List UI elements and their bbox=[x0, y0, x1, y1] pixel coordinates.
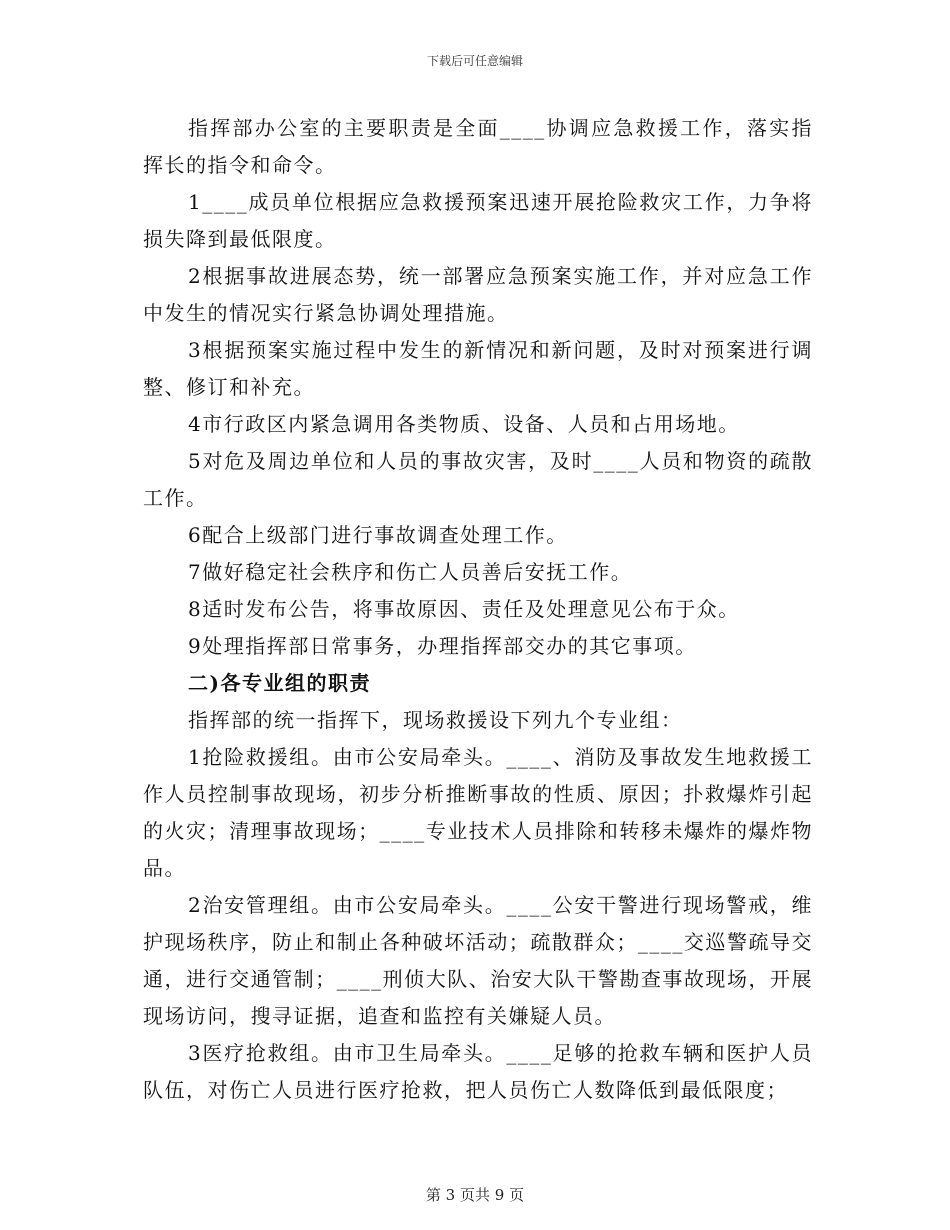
paragraph-item-6: 6配合上级部门进行事故调查处理工作。 bbox=[188, 523, 568, 547]
paragraph-item-7: 7做好稳定社会秩序和伤亡人员善后安抚工作。 bbox=[188, 560, 633, 584]
paragraph-security-group: 2治安管理组。由市公安局牵头。____公安干警进行现场警戒，维护现场秩序，防止和制止各种破坏活动；疏散群众；____交巡警疏导交通，进行交通管制；____刑侦大队、治安大队干警勘查事故现场，开展现场访问，搜寻证据，追查和监控有关嫌疑人员。 bbox=[143, 893, 813, 1028]
page-footer: 第 3 页共 9 页 bbox=[425, 1186, 525, 1204]
paragraph-rescue-group: 1抢险救援组。由市公安局牵头。____、消防及事故发生地救援工作人员控制事故现场，初步分析推断事故的性质、原因；扑救爆炸引起的火灾；清理事故现场；____专业技术人员排除和转移未爆炸的爆炸物品。 bbox=[143, 745, 813, 880]
paragraph-item-4: 4市行政区内紧急调用各类物质、设备、人员和占用场地。 bbox=[188, 412, 740, 436]
paragraph-item-8: 8适时发布公告，将事故原因、责任及处理意见公布于众。 bbox=[188, 597, 740, 621]
paragraph-item-3: 3根据预案实施过程中发生的新情况和新问题，及时对预案进行调整、修订和补充。 bbox=[143, 338, 813, 399]
section-heading: 二)各专业组的职责 bbox=[188, 671, 371, 695]
paragraph-item-2: 2根据事故进展态势，统一部署应急预案实施工作，并对应急工作中发生的情况实行紧急协调处理措施。 bbox=[143, 264, 813, 325]
paragraph-office-duties: 指挥部办公室的主要职责是全面____协调应急救援工作，落实指挥长的指令和命令。 bbox=[143, 116, 813, 177]
paragraph-section-intro: 指挥部的统一指挥下，现场救援设下列九个专业组： bbox=[188, 708, 683, 732]
page-header: 下载后可任意编辑 bbox=[426, 54, 523, 68]
document-body bbox=[143, 110, 813, 1109]
paragraph-item-1: 1____成员单位根据应急救援预案迅速开展抢险救灾工作，力争将损失降到最低限度。 bbox=[143, 190, 813, 251]
paragraph-item-9: 9处理指挥部日常事务，办理指挥部交办的其它事项。 bbox=[188, 634, 697, 658]
paragraph-medical-group: 3医疗抢救组。由市卫生局牵头。____足够的抢救车辆和医护人员队伍，对伤亡人员进行医疗抢救，把人员伤亡人数降低到最低限度； bbox=[143, 1041, 813, 1102]
paragraph-item-5: 5对危及周边单位和人员的事故灾害，及时____人员和物资的疏散工作。 bbox=[143, 449, 813, 510]
